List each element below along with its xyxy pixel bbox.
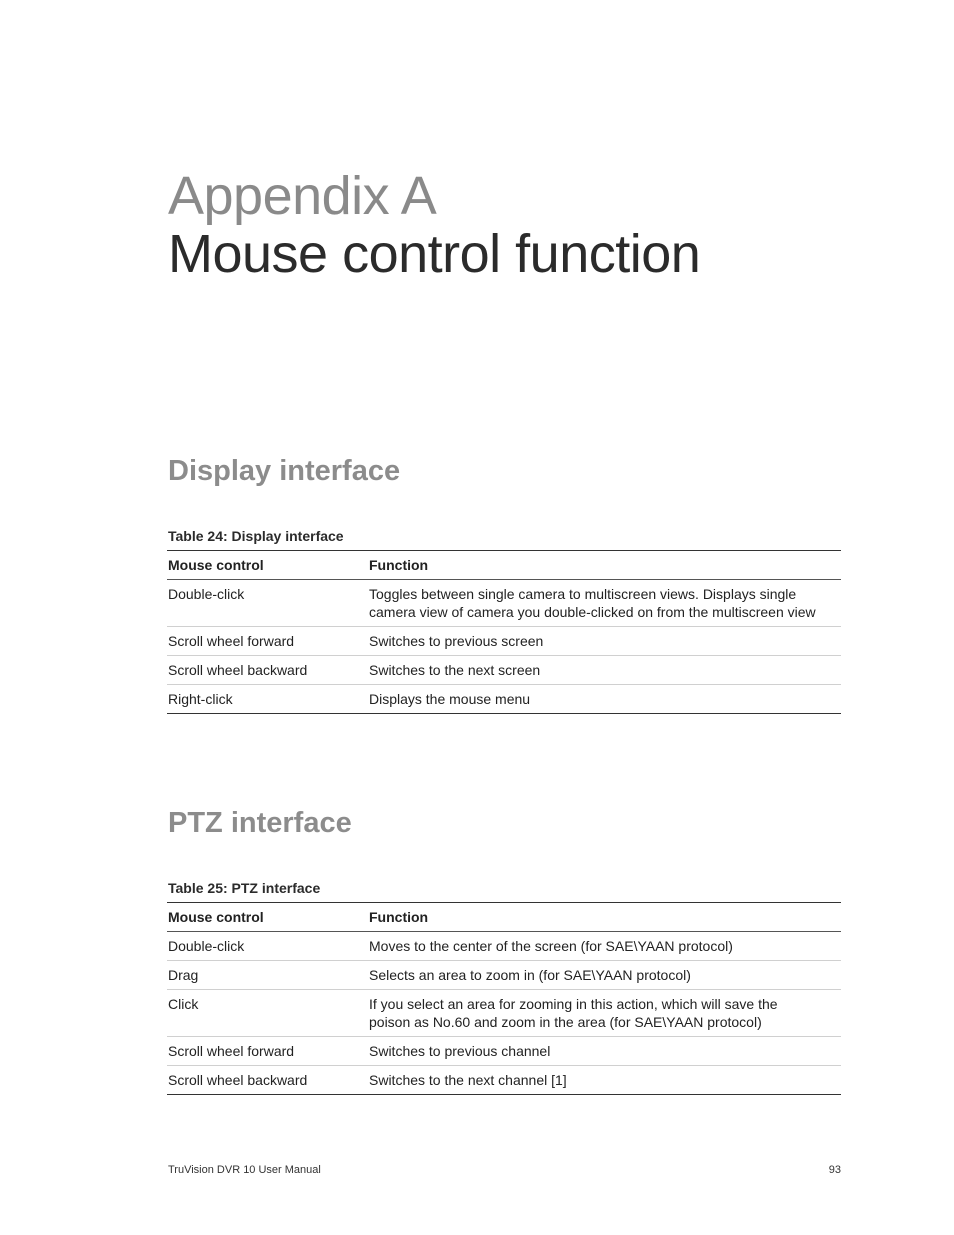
mouse-control-cell: Scroll wheel forward (167, 1037, 368, 1066)
function-cell: Switches to the next channel [1] (368, 1066, 841, 1095)
display-interface-table (167, 550, 841, 714)
table-header-row (167, 551, 841, 580)
function-cell: Switches to previous screen (368, 627, 841, 656)
mouse-control-cell: Scroll wheel backward (167, 1066, 368, 1095)
table-row (167, 685, 841, 714)
mouse-control-cell: Click (167, 990, 368, 1037)
mouse-control-cell: Double-click (167, 580, 368, 627)
mouse-control-cell: Right-click (167, 685, 368, 714)
mouse-control-cell: Drag (167, 961, 368, 990)
table-caption-display: Table 24: Display interface (168, 528, 344, 544)
table-row (167, 1066, 841, 1095)
column-header-function: Function (368, 903, 841, 932)
function-cell: Moves to the center of the screen (for SAE\YAAN protocol) (368, 932, 841, 961)
section-heading-display: Display interface (168, 455, 401, 487)
function-cell: Toggles between single camera to multiscreen views. Displays single camera view of camera you double-clicked on from the multiscreen view (368, 580, 841, 627)
footer-manual-name: TruVision DVR 10 User Manual (168, 1164, 321, 1176)
ptz-interface-table (167, 902, 841, 1095)
column-header-function: Function (368, 551, 841, 580)
chapter-title: Mouse control function (168, 224, 701, 284)
table-row (167, 1037, 841, 1066)
appendix-label: Appendix A (168, 166, 437, 226)
function-cell: Displays the mouse menu (368, 685, 841, 714)
mouse-control-cell: Scroll wheel backward (167, 656, 368, 685)
table-row (167, 627, 841, 656)
page-number: 93 (828, 1164, 841, 1176)
function-cell: Switches to previous channel (368, 1037, 841, 1066)
function-cell: Selects an area to zoom in (for SAE\YAAN protocol) (368, 961, 841, 990)
table-row (167, 656, 841, 685)
table-row (167, 580, 841, 627)
table-caption-ptz: Table 25: PTZ interface (168, 880, 321, 896)
mouse-control-cell: Double-click (167, 932, 368, 961)
section-heading-ptz: PTZ interface (168, 807, 352, 839)
table-row (167, 990, 841, 1037)
mouse-control-cell: Scroll wheel forward (167, 627, 368, 656)
table-header-row (167, 903, 841, 932)
column-header-mouse-control: Mouse control (167, 903, 368, 932)
column-header-mouse-control: Mouse control (167, 551, 368, 580)
function-cell: Switches to the next screen (368, 656, 841, 685)
table-row (167, 961, 841, 990)
function-cell: If you select an area for zooming in this action, which will save the poison as No.60 and zoom in the area (for SAE\YAAN protocol) (368, 990, 841, 1037)
table-row (167, 932, 841, 961)
